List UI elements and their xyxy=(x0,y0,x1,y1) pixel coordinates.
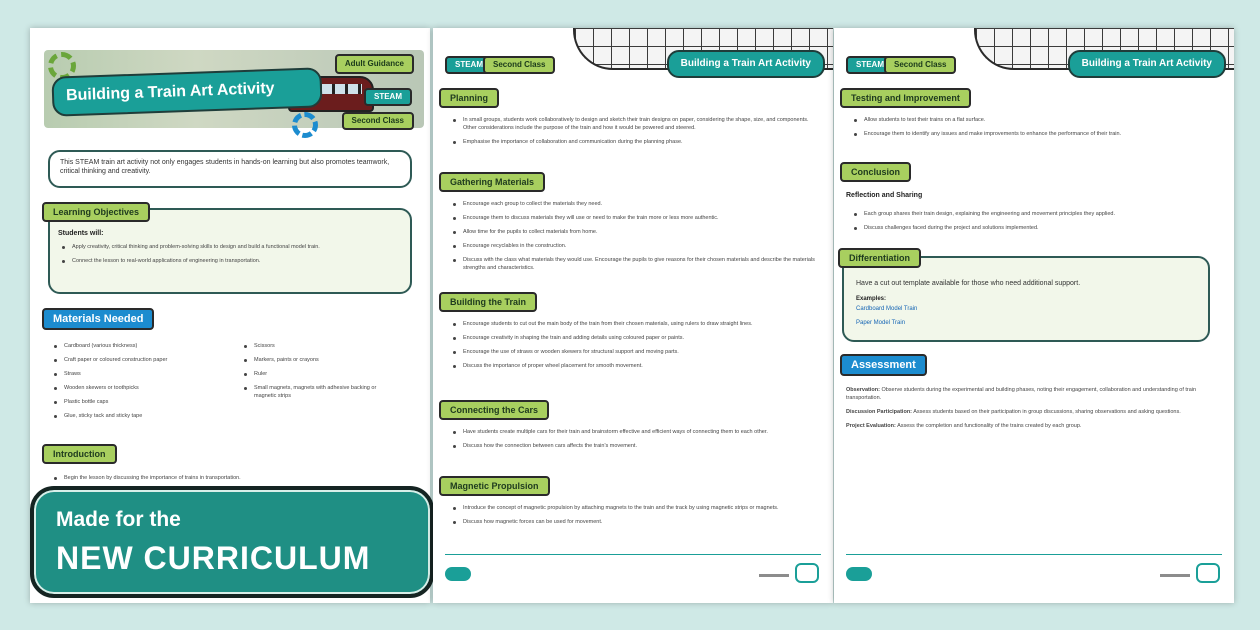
list-item: In small groups, students work collaboratively to design and sketch their train designs on paper, considering the shape, size, and components. Other considerations include the purpose of the train and how it would be powered and steered. xyxy=(453,116,819,132)
list-item: Begin the lesson by discussing the importance of trains in transportation. xyxy=(54,474,410,482)
intro-text: This STEAM train art activity not only engages students in hands-on learning but also promotes teamwork, critical thinking and creativity. xyxy=(60,159,390,175)
para-label: Discussion Participation: xyxy=(846,409,913,415)
list-item: Allow students to test their trains on a flat surface. xyxy=(854,116,1220,124)
page-3 xyxy=(834,28,1234,603)
conclusion-subheading: Reflection and Sharing xyxy=(846,192,923,199)
differentiation-text: Have a cut out template available for those who need additional support. xyxy=(856,280,1081,287)
differentiation-heading: Differentiation xyxy=(838,248,921,268)
tag-steam: STEAM xyxy=(846,56,894,74)
list-item: Straws xyxy=(54,370,210,378)
section-list xyxy=(453,428,819,456)
list-item: Encourage recyclables in the construction. xyxy=(453,242,819,250)
example-link[interactable]: Paper Model Train xyxy=(856,320,906,326)
gear-icon xyxy=(292,112,318,138)
list-item: Encourage each group to collect the materials they need. xyxy=(453,200,819,208)
section-heading: Gathering Materials xyxy=(439,172,545,192)
tag-second-class: Second Class xyxy=(342,112,414,130)
page-header: Building a Train Art Activity xyxy=(667,50,825,78)
list-item: Wooden skewers or toothpicks xyxy=(54,384,210,392)
list-item: Encourage them to discuss materials they will use or need to make the train more or less more authentic. xyxy=(453,214,819,222)
para-text: Assess the completion and functionality of the trains created by each group. xyxy=(897,423,1082,429)
section-heading: Building the Train xyxy=(439,292,537,312)
section-list xyxy=(453,504,819,532)
brand-logo xyxy=(445,567,471,581)
para-label: Project Evaluation: xyxy=(846,423,896,429)
assessment-paragraphs xyxy=(846,386,1220,430)
assessment-paragraph xyxy=(846,422,1220,430)
testing-list xyxy=(854,116,1220,144)
tag-second-class: Second Class xyxy=(884,56,956,74)
assessment-paragraph xyxy=(846,408,1220,416)
banner-line-1: Made for the xyxy=(56,508,181,531)
section-list xyxy=(453,116,819,152)
section-heading: Connecting the Cars xyxy=(439,400,549,420)
materials-list-col1 xyxy=(54,342,210,426)
section-list xyxy=(453,320,819,376)
list-item: Craft paper or coloured construction paper xyxy=(54,356,210,364)
list-item: Discuss with the class what materials they would use. Encourage the pupils to give reasons for their chosen materials and describe the materials strengths and characteristics. xyxy=(453,256,819,272)
list-item: Discuss the importance of proper wheel placement for smooth movement. xyxy=(453,362,819,370)
tag-second-class: Second Class xyxy=(483,56,555,74)
list-item: Introduce the concept of magnetic propulsion by attaching magnets to the train and the track by using magnetic strips or magnets. xyxy=(453,504,819,512)
list-item: Apply creativity, critical thinking and problem-solving skills to design and build a functional model train. xyxy=(62,243,402,251)
list-item: Encourage them to identify any issues and make improvements to enhance the performance of their train. xyxy=(854,130,1220,138)
examples-label: Examples: xyxy=(856,296,887,302)
materials-heading: Materials Needed xyxy=(42,308,154,330)
para-text: Assess students based on their participation in group discussions, sharing observations and asking questions. xyxy=(913,409,1181,415)
footer-divider xyxy=(445,554,821,555)
assessment-heading: Assessment xyxy=(840,354,927,376)
list-item: Connect the lesson to real-world applications of engineering in transportation. xyxy=(62,257,402,265)
list-item: Emphasise the importance of collaboration and communication during the planning phase. xyxy=(453,138,819,146)
banner-line-2: NEW CURRICULUM xyxy=(56,540,371,576)
list-item: Encourage creativity in shaping the train and adding details using coloured paper or paints. xyxy=(453,334,819,342)
page-header: Building a Train Art Activity xyxy=(1068,50,1226,78)
tag-steam: STEAM xyxy=(445,56,493,74)
list-item: Allow time for the pupils to collect materials from home. xyxy=(453,228,819,236)
materials-list-col2 xyxy=(244,342,400,406)
curriculum-badge xyxy=(1196,563,1220,583)
list-item: Cardboard (various thickness) xyxy=(54,342,210,350)
testing-heading: Testing and Improvement xyxy=(840,88,971,108)
page-2 xyxy=(433,28,833,603)
list-item: Markers, paints or crayons xyxy=(244,356,400,364)
page-title: Building a Train Art Activity xyxy=(51,67,322,116)
list-item: Discuss how the connection between cars affects the train's movement. xyxy=(453,442,819,450)
list-item: Plastic bottle caps xyxy=(54,398,210,406)
list-item: Discuss how magnetic forces can be used for movement. xyxy=(453,518,819,526)
footer-text xyxy=(1160,574,1190,577)
differentiation-box xyxy=(842,256,1210,342)
list-item: Scissors xyxy=(244,342,400,350)
brand-logo xyxy=(846,567,872,581)
objectives-list xyxy=(62,243,402,271)
footer-divider xyxy=(846,554,1222,555)
curriculum-badge xyxy=(795,563,819,583)
section-heading: Magnetic Propulsion xyxy=(439,476,550,496)
conclusion-list xyxy=(854,210,1220,238)
example-link[interactable]: Cardboard Model Train xyxy=(856,306,918,312)
intro-box xyxy=(48,150,412,188)
introduction-heading: Introduction xyxy=(42,444,117,464)
assessment-paragraph xyxy=(846,386,1220,402)
section-heading: Planning xyxy=(439,88,499,108)
list-item: Glue, sticky tack and sticky tape xyxy=(54,412,210,420)
list-item: Ruler xyxy=(244,370,400,378)
footer-text xyxy=(759,574,789,577)
para-label: Observation: xyxy=(846,387,880,393)
curriculum-banner xyxy=(30,486,434,598)
list-item: Encourage students to cut out the main body of the train from their chosen materials, using rulers to draw straight lines. xyxy=(453,320,819,328)
conclusion-heading: Conclusion xyxy=(840,162,911,182)
list-item: Small magnets, magnets with adhesive backing or magnetic strips xyxy=(244,384,400,400)
tag-adult-guidance: Adult Guidance xyxy=(335,54,414,74)
list-item: Each group shares their train design, explaining the engineering and movement principles they applied. xyxy=(854,210,1220,218)
list-item: Discuss challenges faced during the project and solutions implemented. xyxy=(854,224,1220,232)
list-item: Encourage the use of straws or wooden skewers for structural support and moving parts. xyxy=(453,348,819,356)
tag-steam: STEAM xyxy=(364,88,412,106)
para-text: Observe students during the experimental and building phases, noting their engagement, collaboration and understanding of train transportation. xyxy=(846,387,1197,401)
section-list xyxy=(453,200,819,278)
learning-objectives-heading: Learning Objectives xyxy=(42,202,150,222)
list-item: Have students create multiple cars for their train and brainstorm effective and efficient ways of connecting them to each other. xyxy=(453,428,819,436)
objectives-lead: Students will: xyxy=(58,230,104,237)
